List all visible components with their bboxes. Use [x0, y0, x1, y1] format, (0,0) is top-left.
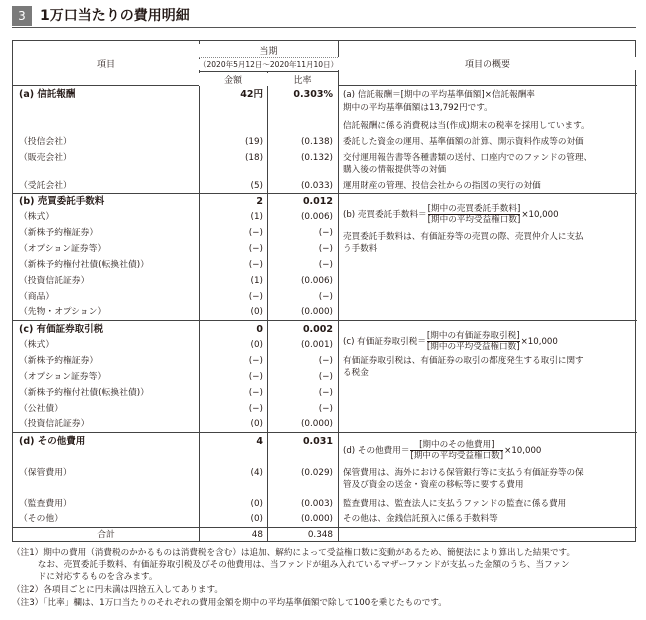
- row-label: （株式）: [19, 340, 55, 350]
- header-summary: 項目の概要: [338, 57, 637, 70]
- header-ratio: 比率: [267, 73, 338, 86]
- total-label: 合計: [97, 530, 115, 540]
- row-amount: (−): [248, 404, 263, 414]
- fee-other-label: (d) その他費用: [19, 436, 86, 447]
- fee-other-ratio: 0.031: [302, 436, 333, 447]
- row-label: （商品）: [19, 292, 55, 302]
- row-ratio: (−): [318, 388, 333, 398]
- desc-text: 交付運用報告書等各種書類の送付、口座内でのファンドの管理、: [343, 153, 593, 163]
- fee-tax-label: (c) 有価証券取引税: [19, 324, 104, 335]
- row-ratio: (0.000): [300, 419, 333, 429]
- cost-table: [12, 40, 636, 542]
- row-amount: (5): [250, 181, 263, 191]
- row-label: （オプション証券等）: [19, 372, 107, 382]
- row-amount: (0): [250, 307, 263, 317]
- row-label: （先物・オプション）: [19, 307, 107, 317]
- row-label: （新株予約権付社債(転換社債)）: [19, 388, 150, 398]
- fee-tax-ratio: 0.002: [302, 324, 333, 335]
- section-header: [12, 6, 636, 28]
- total-amount: 48: [251, 530, 263, 540]
- formula-prefix: (d) その他費用＝: [343, 446, 410, 456]
- row-ratio: (−): [318, 292, 333, 302]
- note-1-cont: ドに対応するものを含みます。: [12, 572, 158, 582]
- desc-text: 有価証券取引税は、有価証券の取引の都度発生する取引に関す: [343, 356, 584, 366]
- formula-numerator: [期中の有価証券取引税]: [426, 331, 520, 341]
- row-label: （監査費用）: [19, 499, 72, 509]
- row-ratio: (−): [318, 356, 333, 366]
- row-amount: (−): [248, 356, 263, 366]
- row-ratio: (0.006): [300, 212, 333, 222]
- formula-denominator: [期中の平均受益権口数]: [427, 215, 521, 225]
- row-amount: (−): [248, 260, 263, 270]
- desc-text: う手数料: [343, 244, 378, 254]
- row-label: （オプション証券等）: [19, 244, 107, 254]
- row-amount: (0): [250, 419, 263, 429]
- row-label: （新株予約権証券）: [19, 356, 99, 366]
- note-1: （注1）期中の費用（消費税のかかるものは消費税を含む）は追加、解約によって受益権口数に変動があるため、簡便法により算出した結果です。: [12, 548, 576, 558]
- row-amount: (−): [248, 228, 263, 238]
- fee-tax-amount: 0: [256, 324, 263, 335]
- formula-prefix: (b) 売買委託手数料＝: [343, 210, 427, 220]
- note-3: （注3）「比率」欄は、1万口当たりのそれぞれの費用金額を期中の平均基準価額で除して100を乗じたものです。: [12, 598, 447, 608]
- row-amount: (−): [248, 292, 263, 302]
- fee-commission-amount: 2: [256, 196, 263, 207]
- fee-other-amount: 4: [256, 436, 263, 447]
- header-period: 当期: [199, 44, 338, 57]
- desc-text: 売買委託手数料は、有価証券等の売買の際、売買仲介人に支払: [343, 232, 584, 242]
- row-amount: (−): [248, 388, 263, 398]
- row-label: （株式）: [19, 212, 55, 222]
- row-label: （投資信託証券）: [19, 419, 90, 429]
- row-ratio: (0.138): [300, 137, 333, 147]
- desc-text: 信託報酬に係る消費税は当(作成)期末の税率を採用しています。: [343, 121, 590, 131]
- total-ratio: 0.348: [307, 530, 333, 540]
- note-2: （注2）各項目ごとに円未満は四捨五入してあります。: [12, 585, 224, 595]
- desc-formula-other: [343, 440, 541, 461]
- fee-trust-ratio: 0.303%: [293, 89, 333, 100]
- row-ratio: (0.029): [300, 468, 333, 478]
- row-ratio: (−): [318, 228, 333, 238]
- row-amount: (0): [250, 340, 263, 350]
- fee-commission-label: (b) 売買委託手数料: [19, 196, 105, 207]
- row-label: （投信会社）: [19, 137, 72, 147]
- header-period-range: （2020年5月12日〜2020年11月10日）: [199, 60, 339, 69]
- formula-fraction: [427, 331, 520, 352]
- row-label: （公社債）: [19, 404, 63, 414]
- desc-text: 管及び資金の送金・資産の移転等に要する費用: [343, 480, 524, 490]
- desc-text: その他は、金銭信託預入に係る手数料等: [343, 514, 498, 524]
- row-ratio: (0.033): [300, 181, 333, 191]
- row-ratio: (−): [318, 260, 333, 270]
- row-amount: (1): [250, 276, 263, 286]
- desc-text: 保管費用は、海外における保管銀行等に支払う有価証券等の保: [343, 468, 584, 478]
- formula-suffix: ×10,000: [504, 446, 542, 456]
- row-ratio: (0.000): [300, 514, 333, 524]
- desc-formula-tax: [343, 331, 558, 352]
- row-label: （販売会社）: [19, 153, 72, 163]
- row-amount: (1): [250, 212, 263, 222]
- row-amount: (19): [244, 137, 263, 147]
- row-amount: (0): [250, 514, 263, 524]
- row-label: （その他）: [19, 514, 63, 524]
- desc-text: 監査費用は、監査法人に支払うファンドの監査に係る費用: [343, 499, 567, 509]
- row-amount: (4): [250, 468, 263, 478]
- header-amount: 金額: [199, 73, 267, 86]
- header-item: 項目: [13, 57, 199, 70]
- desc-formula: (a) 信託報酬＝[期中の平均基準価額]×信託報酬率: [343, 90, 535, 100]
- row-amount: (−): [248, 244, 263, 254]
- formula-denominator: [期中の平均受益権口数]: [426, 342, 520, 352]
- formula-numerator: [期中のその他費用]: [410, 440, 503, 451]
- desc-text: る税金: [343, 368, 369, 378]
- row-label: （新株予約権付社債(転換社債)）: [19, 260, 150, 270]
- row-ratio: (0.006): [300, 276, 333, 286]
- desc-text: 委託した資金の運用、基準価額の計算、開示資料作成等の対価: [343, 137, 584, 147]
- formula-fraction: [410, 440, 503, 461]
- desc-text: 運用財産の管理、投信会社からの指図の実行の対価: [343, 181, 541, 191]
- row-ratio: (0.001): [300, 340, 333, 350]
- section-number: 3: [12, 6, 32, 26]
- fee-trust-amount: 42円: [240, 89, 263, 100]
- row-amount: (−): [248, 372, 263, 382]
- row-ratio: (−): [318, 372, 333, 382]
- desc-formula-commission: [343, 204, 559, 225]
- row-amount: (18): [244, 153, 263, 163]
- formula-fraction: [428, 204, 521, 225]
- row-ratio: (0.132): [300, 153, 333, 163]
- row-label: （新株予約権証券）: [19, 228, 99, 238]
- row-amount: (0): [250, 499, 263, 509]
- desc-text: 期中の平均基準価額は13,792円です。: [343, 103, 493, 113]
- row-ratio: (−): [318, 404, 333, 414]
- desc-text: 購入後の情報提供等の対価: [343, 165, 447, 175]
- fee-commission-ratio: 0.012: [302, 196, 333, 207]
- formula-denominator: [期中の平均受益権口数]: [410, 451, 504, 461]
- row-ratio: (−): [318, 244, 333, 254]
- row-label: （投資信託証券）: [19, 276, 90, 286]
- formula-suffix: ×10,000: [520, 337, 558, 347]
- formula-prefix: (c) 有価証券取引税＝: [343, 337, 426, 347]
- row-label: （受託会社）: [19, 181, 72, 191]
- note-1-cont: なお、売買委託手数料、有価証券取引税及びその他費用は、当ファンドが組み入れているマザーファンドが支払った金額のうち、当ファン: [12, 560, 570, 570]
- row-ratio: (0.000): [300, 307, 333, 317]
- formula-numerator: [期中の売買委託手数料]: [427, 204, 521, 214]
- formula-suffix: ×10,000: [521, 210, 559, 220]
- row-label: （保管費用）: [19, 468, 72, 478]
- fee-trust-label: (a) 信託報酬: [19, 89, 76, 100]
- row-ratio: (0.003): [300, 499, 333, 509]
- section-title: 1万口当たりの費用明細: [40, 8, 190, 24]
